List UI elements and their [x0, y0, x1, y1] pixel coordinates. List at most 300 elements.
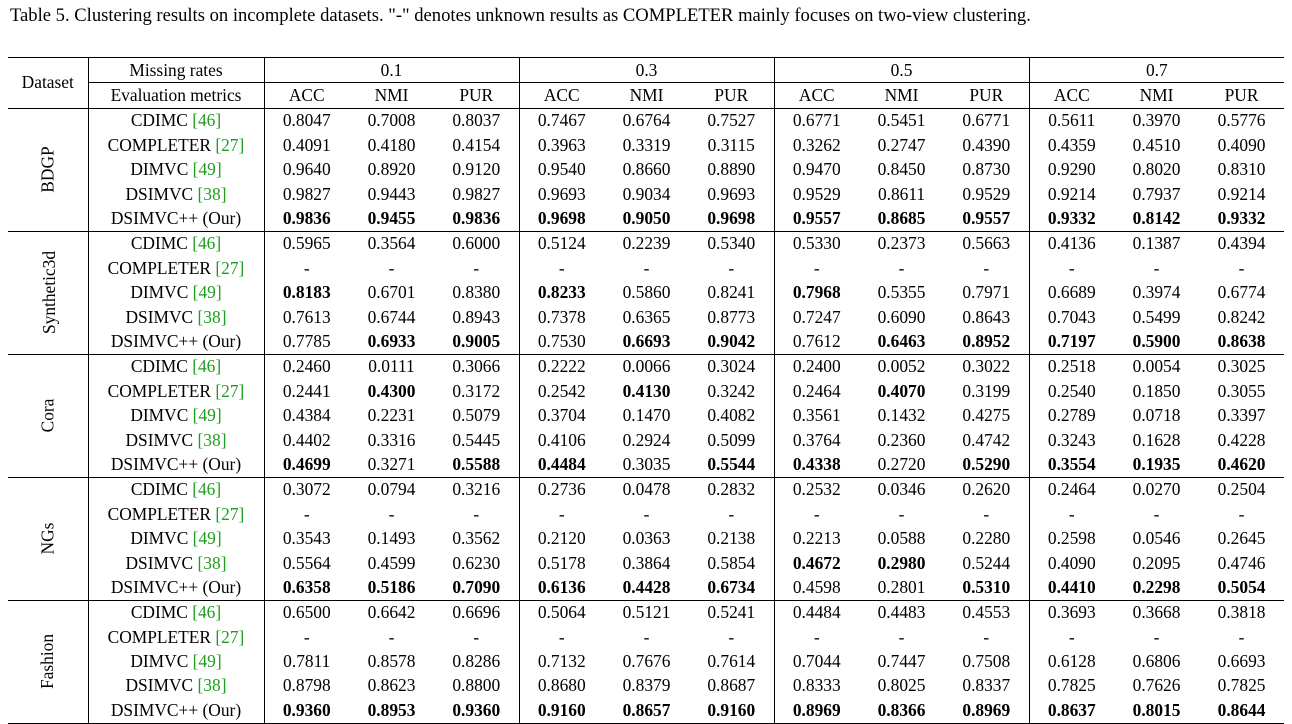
table-row — [8, 108, 1284, 133]
method-name: DSIMVC++ (Our) — [110, 699, 242, 720]
method-name: DSIMVC++ (Our) — [110, 330, 242, 351]
value-cell: 0.8687 — [689, 674, 774, 698]
value-cell: 0.9160 — [689, 698, 774, 723]
value-cell: 0.3072 — [282, 479, 331, 500]
value-cell: 0.4410 — [1047, 576, 1096, 597]
value-cell: - — [388, 626, 395, 647]
value-cell: 0.6090 — [877, 306, 926, 327]
value-cell: 0.7614 — [689, 649, 774, 673]
header-row-metrics — [8, 83, 1284, 108]
value-cell: 0.7825 — [1217, 675, 1266, 696]
metric-header: PUR — [944, 83, 1029, 108]
citation-link[interactable]: [46] — [192, 356, 222, 377]
table-row — [8, 600, 1284, 625]
value-cell: 0.9005 — [434, 329, 519, 354]
table-row — [8, 551, 1284, 575]
value-cell: 0.8800 — [434, 674, 519, 698]
value-cell: 0.3216 — [434, 477, 519, 502]
value-cell: 0.9042 — [689, 329, 774, 354]
value-cell: 0.7090 — [434, 575, 519, 600]
value-cell: 0.9836 — [282, 208, 331, 229]
value-cell: 0.7043 — [1047, 306, 1096, 327]
value-cell: - — [558, 503, 565, 524]
table-row — [8, 649, 1284, 673]
table-row — [8, 379, 1284, 403]
value-cell: - — [689, 502, 774, 526]
value-cell: - — [1068, 503, 1075, 524]
value-cell: 0.2789 — [1047, 405, 1096, 426]
value-cell: 0.1493 — [367, 528, 416, 549]
value-cell: 0.7613 — [282, 306, 331, 327]
method-cell — [88, 403, 264, 427]
value-cell: 0.9529 — [792, 183, 841, 204]
value-cell: 0.4091 — [282, 134, 331, 155]
value-cell: 0.4384 — [282, 405, 331, 426]
citation-link[interactable]: [46] — [192, 602, 222, 623]
value-cell: - — [944, 625, 1029, 649]
value-cell: 0.7378 — [537, 306, 586, 327]
value-cell: 0.8773 — [689, 305, 774, 329]
dataset-name: NGs — [37, 522, 58, 555]
value-cell: 0.8242 — [1217, 306, 1266, 327]
method-cell — [88, 231, 264, 256]
value-cell: 0.0363 — [622, 528, 671, 549]
value-cell: 0.2542 — [537, 380, 586, 401]
value-cell: - — [303, 626, 310, 647]
method-name: CDIMC — [130, 602, 188, 623]
value-cell: 0.8969 — [792, 699, 841, 720]
value-cell: 0.4510 — [1132, 134, 1181, 155]
metric-header: ACC — [798, 85, 835, 106]
method-cell — [88, 281, 264, 305]
value-cell: 0.4699 — [282, 453, 331, 474]
value-cell: 0.8379 — [622, 675, 671, 696]
value-cell: 0.8643 — [944, 305, 1029, 329]
value-cell: 0.4082 — [689, 403, 774, 427]
value-cell: 0.3199 — [944, 379, 1029, 403]
citation-link[interactable]: [38] — [197, 552, 227, 573]
value-cell: 0.0066 — [622, 356, 671, 377]
value-cell: 0.2518 — [1047, 356, 1096, 377]
value-cell: 0.2464 — [1047, 479, 1096, 500]
value-cell: 0.7527 — [689, 108, 774, 133]
method-name: DSIMVC — [125, 183, 194, 204]
value-cell: 0.3319 — [622, 134, 671, 155]
value-cell: 0.1470 — [622, 405, 671, 426]
dataset-name: BDGP — [37, 146, 58, 193]
method-name: DIMVC — [130, 405, 189, 426]
value-cell: 0.3262 — [792, 134, 841, 155]
value-cell: 0.1935 — [1132, 453, 1181, 474]
value-cell: - — [1153, 257, 1160, 278]
value-cell: - — [944, 256, 1029, 280]
value-cell: 0.5310 — [944, 575, 1029, 600]
method-cell — [88, 551, 264, 575]
value-cell: 0.7508 — [944, 649, 1029, 673]
value-cell: 0.5854 — [689, 551, 774, 575]
value-cell: 0.7132 — [537, 651, 586, 672]
value-cell: 0.3172 — [434, 379, 519, 403]
citation-link[interactable]: [27] — [215, 134, 245, 155]
value-cell: 0.7811 — [283, 651, 331, 672]
value-cell: 0.4394 — [1217, 233, 1266, 254]
value-cell: 0.5079 — [434, 403, 519, 427]
value-cell: - — [558, 626, 565, 647]
dataset-name-cell — [8, 231, 88, 354]
value-cell: - — [813, 626, 820, 647]
method-name: DIMVC — [130, 159, 189, 180]
value-cell: 0.8015 — [1132, 699, 1181, 720]
value-cell: 0.7612 — [792, 330, 841, 351]
value-cell: 0.8286 — [434, 649, 519, 673]
evaluation-metrics-label: Evaluation metrics — [88, 83, 264, 108]
method-name: DIMVC — [130, 282, 189, 303]
method-cell — [88, 575, 264, 600]
value-cell: 0.9836 — [434, 206, 519, 231]
value-cell: 0.8233 — [537, 282, 586, 303]
method-name: DSIMVC — [125, 675, 194, 696]
value-cell: - — [898, 626, 905, 647]
value-cell: 0.4598 — [792, 576, 841, 597]
value-cell: 0.2239 — [622, 233, 671, 254]
method-cell — [88, 329, 264, 354]
citation-link[interactable]: [46] — [192, 110, 222, 131]
citation-link[interactable]: [27] — [215, 626, 245, 647]
value-cell: 0.2645 — [1217, 528, 1266, 549]
value-cell: 0.8685 — [877, 208, 926, 229]
table-row — [8, 575, 1284, 600]
method-cell — [88, 133, 264, 157]
value-cell: 0.3543 — [282, 528, 331, 549]
header-row-rates — [8, 58, 1284, 83]
value-cell: 0.8333 — [792, 675, 841, 696]
value-cell: - — [1238, 257, 1245, 278]
value-cell: 0.6136 — [537, 576, 586, 597]
table-row — [8, 206, 1284, 231]
value-cell: 0.2441 — [282, 380, 331, 401]
value-cell: 0.5355 — [877, 282, 926, 303]
value-cell: 0.4402 — [282, 429, 331, 450]
value-cell: 0.5121 — [622, 602, 671, 623]
method-cell — [88, 428, 264, 452]
method-name: DSIMVC — [125, 306, 194, 327]
value-cell: 0.8020 — [1132, 159, 1181, 180]
method-name: DSIMVC — [125, 552, 194, 573]
value-cell: 0.6000 — [434, 231, 519, 256]
value-cell: 0.0054 — [1132, 356, 1181, 377]
rate-header: 0.3 — [519, 58, 774, 83]
value-cell: 0.5178 — [537, 552, 586, 573]
value-cell: 0.4742 — [944, 428, 1029, 452]
value-cell: 0.9698 — [689, 206, 774, 231]
citation-link[interactable]: [38] — [197, 306, 227, 327]
value-cell: 0.6463 — [877, 330, 926, 351]
citation-link[interactable]: [27] — [215, 257, 245, 278]
value-cell: 0.6358 — [282, 576, 331, 597]
method-cell — [88, 477, 264, 502]
value-cell: 0.4599 — [367, 552, 416, 573]
value-cell: 0.7626 — [1132, 675, 1181, 696]
value-cell: 0.6771 — [792, 110, 841, 131]
value-cell: - — [1068, 257, 1075, 278]
value-cell: 0.5611 — [1048, 110, 1096, 131]
value-cell: 0.9693 — [537, 183, 586, 204]
dataset-name-cell — [8, 477, 88, 600]
value-cell: 0.8611 — [877, 183, 926, 204]
metric-header: PUR — [434, 83, 519, 108]
value-cell: - — [303, 503, 310, 524]
value-cell: 0.3764 — [792, 429, 841, 450]
method-name: CDIMC — [130, 233, 188, 254]
value-cell: 0.8037 — [434, 108, 519, 133]
value-cell: 0.5499 — [1132, 306, 1181, 327]
method-name: DIMVC — [130, 651, 189, 672]
value-cell: 0.4553 — [944, 600, 1029, 625]
value-cell: 0.8310 — [1217, 159, 1266, 180]
value-cell: 0.2598 — [1047, 528, 1096, 549]
value-cell: - — [388, 503, 395, 524]
value-cell: 0.2222 — [537, 356, 586, 377]
value-cell: 0.9332 — [1047, 208, 1096, 229]
value-cell: 0.6693 — [1217, 651, 1266, 672]
value-cell: 0.3025 — [1217, 356, 1266, 377]
value-cell: - — [1238, 626, 1245, 647]
table-row — [8, 477, 1284, 502]
method-cell — [88, 206, 264, 231]
value-cell: 0.3974 — [1132, 282, 1181, 303]
value-cell: 0.7447 — [877, 651, 926, 672]
value-cell: - — [898, 503, 905, 524]
value-cell: 0.9827 — [282, 183, 331, 204]
value-cell: 0.6774 — [1217, 282, 1266, 303]
value-cell: 0.8623 — [367, 675, 416, 696]
value-cell: 0.6696 — [434, 600, 519, 625]
value-cell: 0.2231 — [367, 405, 416, 426]
value-cell: 0.2120 — [537, 528, 586, 549]
citation-link[interactable]: [46] — [192, 479, 222, 500]
value-cell: 0.5064 — [537, 602, 586, 623]
value-cell: - — [1238, 503, 1245, 524]
citation-link[interactable]: [38] — [197, 183, 227, 204]
value-cell: 0.0111 — [368, 356, 415, 377]
citation-link[interactable]: [46] — [192, 233, 222, 254]
value-cell: 0.4090 — [1217, 134, 1266, 155]
value-cell: 0.6642 — [367, 602, 416, 623]
value-cell: 0.2464 — [792, 380, 841, 401]
value-cell: 0.3564 — [367, 233, 416, 254]
value-cell: 0.4390 — [944, 133, 1029, 157]
value-cell: 0.7044 — [792, 651, 841, 672]
method-name: CDIMC — [130, 110, 188, 131]
value-cell: 0.5099 — [689, 428, 774, 452]
value-cell: 0.4275 — [944, 403, 1029, 427]
value-cell: - — [944, 502, 1029, 526]
method-cell — [88, 600, 264, 625]
value-cell: 0.9360 — [282, 699, 331, 720]
value-cell: 0.8680 — [537, 675, 586, 696]
value-cell: 0.2980 — [877, 552, 926, 573]
value-cell: 0.3864 — [622, 552, 671, 573]
value-cell: - — [689, 256, 774, 280]
table-row — [8, 625, 1284, 649]
value-cell: 0.2213 — [792, 528, 841, 549]
value-cell: 0.9470 — [792, 159, 841, 180]
value-cell: - — [434, 625, 519, 649]
value-cell: 0.4746 — [1217, 552, 1266, 573]
value-cell: 0.7467 — [537, 110, 586, 131]
value-cell: - — [813, 257, 820, 278]
value-cell: 0.3561 — [792, 405, 841, 426]
value-cell: 0.8730 — [944, 158, 1029, 182]
metric-header: NMI — [629, 85, 664, 106]
value-cell: 0.4070 — [877, 380, 926, 401]
table-row — [8, 526, 1284, 550]
metric-header: PUR — [689, 83, 774, 108]
value-cell: 0.1432 — [877, 405, 926, 426]
method-cell — [88, 182, 264, 206]
value-cell: 0.9360 — [434, 698, 519, 723]
citation-link[interactable]: [27] — [215, 503, 245, 524]
metric-header: PUR — [1224, 85, 1259, 106]
metric-header: ACC — [288, 85, 325, 106]
value-cell: 0.6771 — [944, 108, 1029, 133]
value-cell: 0.0588 — [877, 528, 926, 549]
citation-link[interactable]: [49] — [192, 528, 222, 549]
value-cell: 0.2504 — [1217, 479, 1266, 500]
value-cell: 0.3668 — [1132, 602, 1181, 623]
value-cell: 0.8380 — [434, 281, 519, 305]
value-cell: 0.3115 — [689, 133, 774, 157]
value-cell: 0.6500 — [282, 602, 331, 623]
value-cell: 0.2540 — [1047, 380, 1096, 401]
value-cell: 0.4620 — [1217, 453, 1266, 474]
citation-link[interactable]: [49] — [192, 282, 222, 303]
value-cell: 0.9214 — [1217, 183, 1266, 204]
value-cell: 0.7971 — [944, 281, 1029, 305]
citation-link[interactable]: [27] — [215, 380, 245, 401]
table-row — [8, 231, 1284, 256]
value-cell: 0.9827 — [434, 182, 519, 206]
value-cell: - — [643, 626, 650, 647]
value-cell: 0.8366 — [877, 699, 926, 720]
dataset-name: Cora — [37, 398, 58, 433]
value-cell: 0.5564 — [282, 552, 331, 573]
value-cell: 0.4672 — [792, 552, 841, 573]
value-cell: 0.5241 — [689, 600, 774, 625]
value-cell: 0.8657 — [622, 699, 671, 720]
value-cell: 0.0546 — [1132, 528, 1181, 549]
value-cell: 0.0794 — [367, 479, 416, 500]
value-cell: 0.8578 — [367, 651, 416, 672]
value-cell: 0.6689 — [1047, 282, 1096, 303]
value-cell: 0.9640 — [282, 159, 331, 180]
value-cell: 0.9290 — [1047, 159, 1096, 180]
value-cell: - — [1153, 503, 1160, 524]
value-cell: 0.3970 — [1132, 110, 1181, 131]
value-cell: 0.4483 — [877, 602, 926, 623]
value-cell: 0.6764 — [622, 110, 671, 131]
value-cell: 0.2373 — [877, 233, 926, 254]
method-name: DSIMVC++ (Our) — [110, 576, 242, 597]
value-cell: 0.2736 — [537, 479, 586, 500]
value-cell: 0.2924 — [622, 429, 671, 450]
value-cell: 0.8920 — [367, 159, 416, 180]
value-cell: 0.1850 — [1132, 380, 1181, 401]
citation-link[interactable]: [49] — [192, 159, 222, 180]
value-cell: 0.8952 — [944, 329, 1029, 354]
value-cell: 0.6365 — [622, 306, 671, 327]
metric-header: NMI — [1139, 85, 1174, 106]
method-cell — [88, 305, 264, 329]
citation-link[interactable]: [38] — [197, 429, 227, 450]
value-cell: 0.9332 — [1217, 208, 1266, 229]
results-table — [8, 57, 1284, 724]
dataset-name-cell — [8, 600, 88, 723]
table-row — [8, 428, 1284, 452]
table-row — [8, 502, 1284, 526]
value-cell: - — [813, 503, 820, 524]
value-cell: 0.5445 — [434, 428, 519, 452]
citation-link[interactable]: [49] — [192, 405, 222, 426]
method-name: DIMVC — [130, 528, 189, 549]
value-cell: 0.8450 — [877, 159, 926, 180]
rate-header: 0.1 — [264, 58, 519, 83]
value-cell: 0.5340 — [689, 231, 774, 256]
value-cell: 0.2801 — [877, 576, 926, 597]
value-cell: 0.6806 — [1132, 651, 1181, 672]
method-cell — [88, 452, 264, 477]
value-cell: 0.3271 — [367, 453, 416, 474]
value-cell: 0.9034 — [622, 183, 671, 204]
value-cell: - — [558, 257, 565, 278]
table-row — [8, 403, 1284, 427]
value-cell: 0.9160 — [537, 699, 586, 720]
metric-header: ACC — [543, 85, 580, 106]
method-name: DSIMVC — [125, 429, 194, 450]
method-name: COMPLETER — [107, 503, 212, 524]
method-cell — [88, 698, 264, 723]
value-cell: 0.3562 — [434, 526, 519, 550]
value-cell: 0.4136 — [1047, 233, 1096, 254]
value-cell: 0.9443 — [367, 183, 416, 204]
citation-link[interactable]: [49] — [192, 651, 222, 672]
value-cell: 0.8025 — [877, 675, 926, 696]
method-name: DSIMVC++ (Our) — [110, 208, 242, 229]
value-cell: 0.2620 — [944, 477, 1029, 502]
value-cell: 0.0052 — [877, 356, 926, 377]
table-caption: Table 5. Clustering results on incomplete datasets. "-" denotes unknown results as COMPLETER mainly focuses on two-view clustering. — [10, 5, 1031, 26]
value-cell: 0.2460 — [282, 356, 331, 377]
value-cell: 0.2400 — [792, 356, 841, 377]
value-cell: - — [689, 625, 774, 649]
value-cell: 0.9557 — [792, 208, 841, 229]
value-cell: 0.5588 — [434, 452, 519, 477]
value-cell: - — [434, 256, 519, 280]
table-row — [8, 354, 1284, 379]
value-cell: 0.9698 — [537, 208, 586, 229]
value-cell: - — [388, 257, 395, 278]
value-cell: 0.6933 — [367, 330, 416, 351]
value-cell: 0.8798 — [282, 675, 331, 696]
value-cell: 0.9050 — [622, 208, 671, 229]
citation-link[interactable]: [38] — [197, 675, 227, 696]
value-cell: 0.8637 — [1047, 699, 1096, 720]
rate-header: 0.7 — [1029, 58, 1284, 83]
value-cell: 0.5544 — [689, 452, 774, 477]
value-cell: 0.6693 — [622, 330, 671, 351]
value-cell: 0.1387 — [1132, 233, 1181, 254]
value-cell: 0.4130 — [622, 380, 671, 401]
